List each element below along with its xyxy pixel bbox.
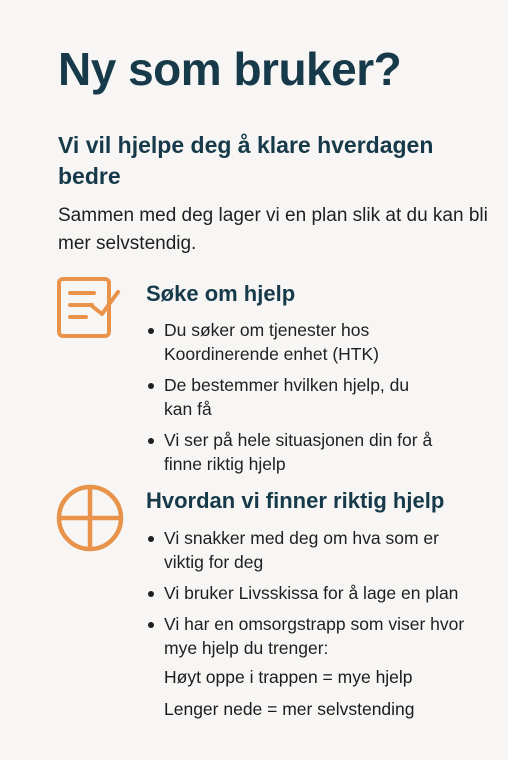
how-bullet-list [146, 526, 486, 660]
stair-low-text: Lenger nede = mer selvstending [164, 699, 415, 719]
list-item: De bestemmer hvilken hjelp, du kan få [146, 373, 436, 421]
stair-explanation [164, 665, 484, 721]
apply-bullet-list [146, 318, 436, 476]
list-item: Vi snakker med deg om hva som er viktig for deg [146, 526, 464, 574]
list-item: Du søker om tjenester hos Koordinerende enhet (HTK) [146, 318, 436, 366]
list-item: Vi bruker Livsskissa for å lage en plan [146, 581, 486, 605]
intro-text: Sammen med deg lager vi en plan slik at du kan bli mer selvstendig. [58, 205, 488, 254]
circle-cross-icon [55, 483, 125, 553]
list-item: Vi ser på hele situasjonen din for å finne riktig hjelp [146, 428, 436, 476]
page-subtitle: Vi vil hjelpe deg å klare hverdagen bedre [58, 132, 434, 189]
page-title: Ny som bruker? [58, 43, 402, 95]
section-heading-apply: Søke om hjelp [146, 281, 296, 306]
document-checklist-icon [56, 276, 122, 340]
section-heading-how: Hvordan vi finner riktig hjelp [146, 488, 445, 513]
list-item: Vi har en omsorgstrapp som viser hvor mye hjelp du trenger: [146, 612, 474, 660]
stair-high-text: Høyt oppe i trappen = mye hjelp [164, 667, 413, 687]
